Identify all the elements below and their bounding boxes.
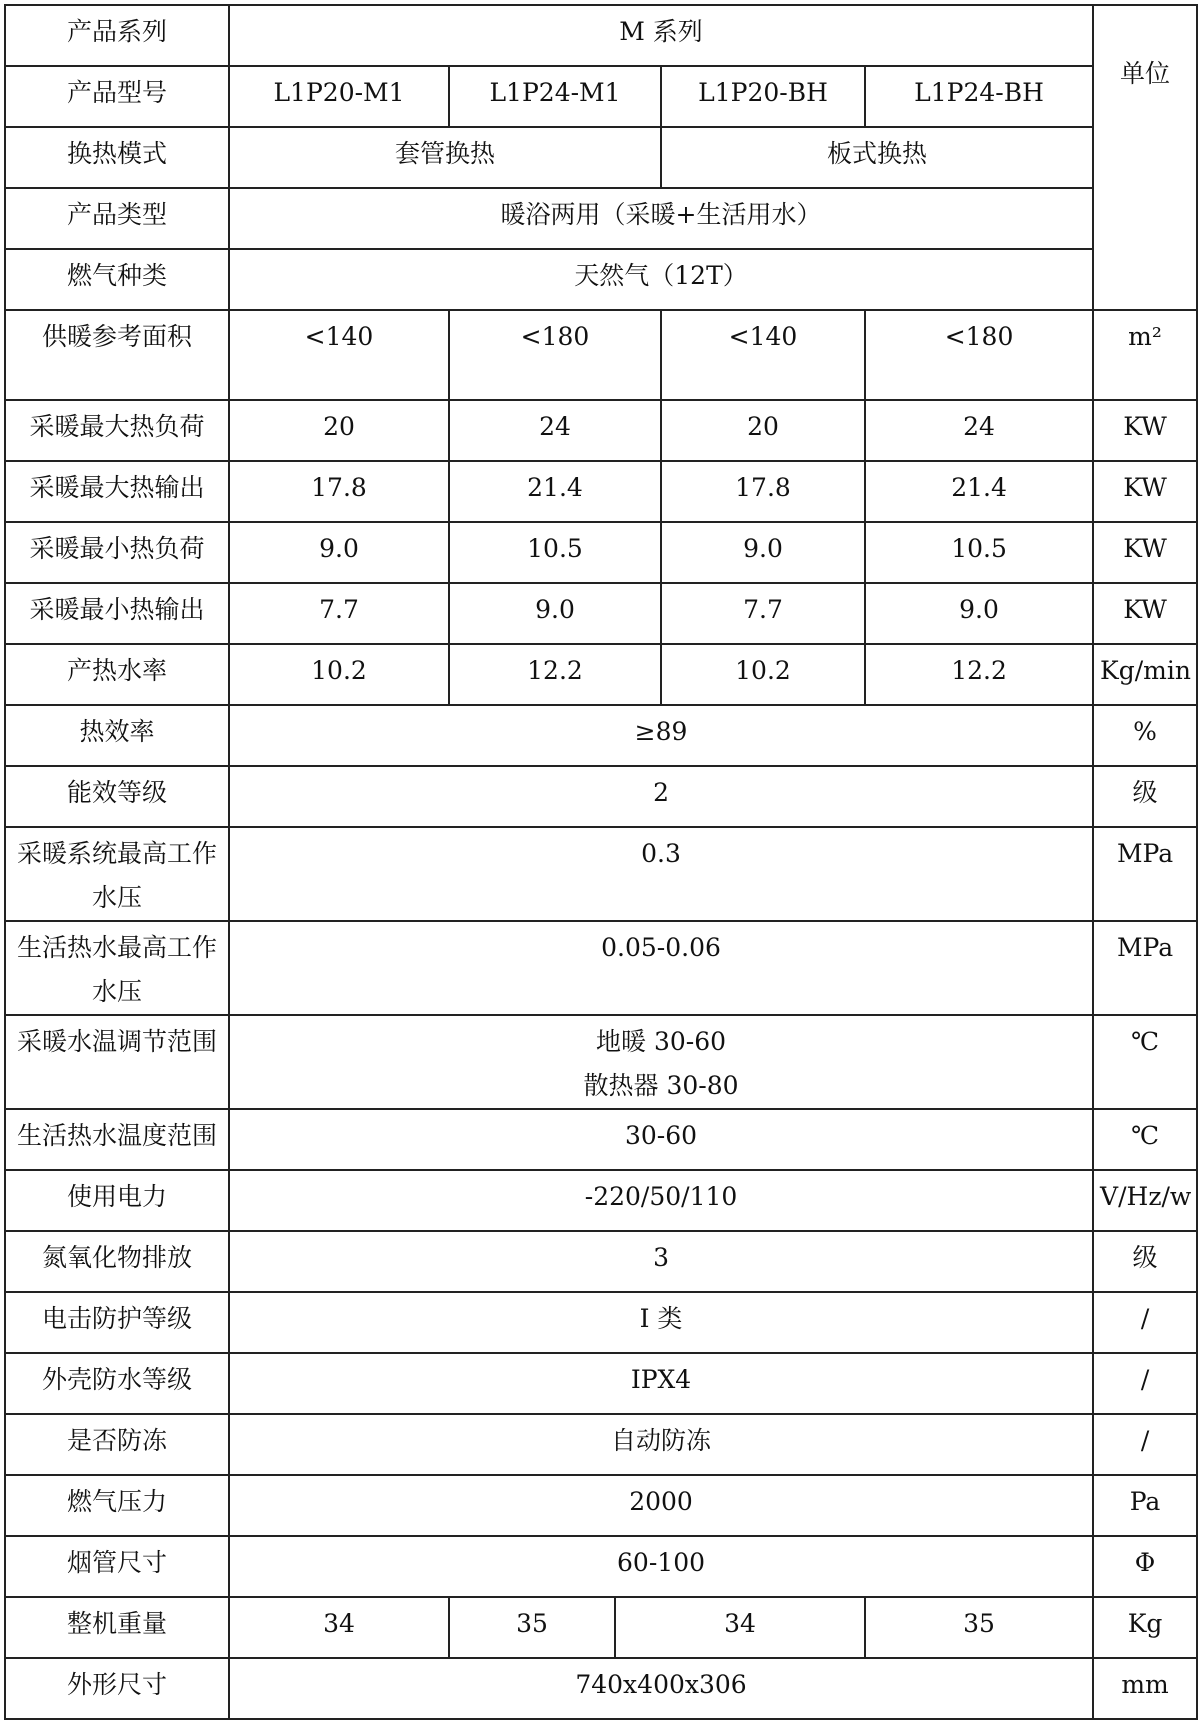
row-models [5,66,1197,127]
table-row [5,522,1197,583]
series-value: M 系列 [229,5,1093,66]
row-label-line: 水压 [91,883,142,912]
exchange-label: 换热模式 [5,127,229,188]
cell-value-line: 散热器 30-80 [583,1071,739,1100]
unit-cell: % [1093,705,1197,766]
table-row [5,1109,1197,1170]
cell-value: <180 [865,310,1093,400]
unit-cell: KW [1093,400,1197,461]
model-3: L1P20-BH [661,66,865,127]
unit-cell: / [1093,1292,1197,1353]
table-row [5,1658,1197,1719]
model-2: L1P24-M1 [449,66,661,127]
row-label: 能效等级 [5,766,229,827]
gas-value: 天然气（12T） [229,249,1093,310]
row-label: 产热水率 [5,644,229,705]
cell-value: 10.2 [229,644,449,705]
cell-value: IPX4 [229,1353,1093,1414]
cell-value: <140 [661,310,865,400]
row-label: 热效率 [5,705,229,766]
unit-cell: / [1093,1414,1197,1475]
row-exchange [5,127,1197,188]
unit-cell: KW [1093,583,1197,644]
table-row [5,1597,1197,1658]
exchange-mode-1: 套管换热 [229,127,661,188]
unit-cell: m² [1093,310,1197,400]
exchange-mode-2: 板式换热 [661,127,1093,188]
unit-cell: Kg/min [1093,644,1197,705]
row-label: 采暖最大热输出 [5,461,229,522]
row-label: 电击防护等级 [5,1292,229,1353]
type-label: 产品类型 [5,188,229,249]
cell-value: 17.8 [661,461,865,522]
cell-value: ≥89 [229,705,1093,766]
cell-value: 21.4 [449,461,661,522]
unit-header: 单位 [1093,5,1197,310]
cell-value: 2000 [229,1475,1093,1536]
table-row [5,1292,1197,1353]
unit-cell: V/Hz/w [1093,1170,1197,1231]
cell-value: 12.2 [449,644,661,705]
row-label: 燃气压力 [5,1475,229,1536]
unit-cell: 级 [1093,766,1197,827]
unit-cell: Kg [1093,1597,1197,1658]
cell-value: 10.2 [661,644,865,705]
table-row [5,1353,1197,1414]
table-row [5,1414,1197,1475]
row-label: 整机重量 [5,1597,229,1658]
cell-value: 3 [229,1231,1093,1292]
row-label: 供暖参考面积 [5,310,229,400]
cell-value: 自动防冻 [229,1414,1093,1475]
unit-cell: / [1093,1353,1197,1414]
table-row [5,1475,1197,1536]
table-row [5,766,1197,827]
cell-value: 9.0 [449,583,661,644]
cell-value: 35 [865,1597,1093,1658]
cell-value: 20 [661,400,865,461]
unit-cell: mm [1093,1658,1197,1719]
model-label: 产品型号 [5,66,229,127]
table-row [5,1231,1197,1292]
table-row [5,583,1197,644]
cell-value: 35 [449,1597,615,1658]
row-label: 采暖最大热负荷 [5,400,229,461]
row-label: 氮氧化物排放 [5,1231,229,1292]
cell-value: I 类 [229,1292,1093,1353]
row-label [5,827,229,921]
cell-value: 7.7 [661,583,865,644]
table-row [5,310,1197,400]
row-label: 采暖最小热负荷 [5,522,229,583]
cell-value: 0.05-0.06 [229,921,1093,1015]
cell-value: 740x400x306 [229,1658,1093,1719]
unit-cell: MPa [1093,921,1197,1015]
table-row [5,1015,1197,1109]
spec-table [4,4,1198,1720]
cell-value [229,1015,1093,1109]
cell-value: 60-100 [229,1536,1093,1597]
row-label: 采暖水温调节范围 [5,1015,229,1109]
unit-cell: Φ [1093,1536,1197,1597]
cell-value: <140 [229,310,449,400]
unit-cell: 级 [1093,1231,1197,1292]
row-label-line: 水压 [91,977,142,1006]
type-value: 暖浴两用（采暖+生活用水） [229,188,1093,249]
cell-value: 10.5 [449,522,661,583]
unit-cell: MPa [1093,827,1197,921]
table-row [5,1536,1197,1597]
unit-cell: KW [1093,522,1197,583]
table-row [5,921,1197,1015]
row-label: 烟管尺寸 [5,1536,229,1597]
cell-value: 34 [229,1597,449,1658]
unit-cell: Pa [1093,1475,1197,1536]
cell-value: 9.0 [865,583,1093,644]
cell-value: 24 [449,400,661,461]
cell-value: 0.3 [229,827,1093,921]
unit-cell: ℃ [1093,1109,1197,1170]
row-label: 生活热水温度范围 [5,1109,229,1170]
table-row [5,644,1197,705]
cell-value: 30-60 [229,1109,1093,1170]
series-label: 产品系列 [5,5,229,66]
table-row [5,705,1197,766]
row-type [5,188,1197,249]
cell-value: 9.0 [229,522,449,583]
unit-cell: ℃ [1093,1015,1197,1109]
cell-value: 20 [229,400,449,461]
row-label: 外形尺寸 [5,1658,229,1719]
unit-cell: KW [1093,461,1197,522]
table-row [5,461,1197,522]
gas-label: 燃气种类 [5,249,229,310]
row-series [5,5,1197,66]
row-label [5,921,229,1015]
row-label: 使用电力 [5,1170,229,1231]
row-label: 外壳防水等级 [5,1353,229,1414]
cell-value: 10.5 [865,522,1093,583]
row-label-line: 采暖系统最高工作 [16,839,217,868]
cell-value: 21.4 [865,461,1093,522]
model-4: L1P24-BH [865,66,1093,127]
cell-value: <180 [449,310,661,400]
cell-value: 2 [229,766,1093,827]
cell-value: 7.7 [229,583,449,644]
row-label: 采暖最小热输出 [5,583,229,644]
table-row [5,1170,1197,1231]
cell-value: 34 [615,1597,865,1658]
row-label-line: 生活热水最高工作 [16,933,217,962]
cell-value: 9.0 [661,522,865,583]
cell-value: 17.8 [229,461,449,522]
cell-value: -220/50/110 [229,1170,1093,1231]
model-1: L1P20-M1 [229,66,449,127]
table-row [5,827,1197,921]
row-gas [5,249,1197,310]
cell-value-line: 地暖 30-60 [596,1027,727,1056]
cell-value: 24 [865,400,1093,461]
cell-value: 12.2 [865,644,1093,705]
table-row [5,400,1197,461]
row-label: 是否防冻 [5,1414,229,1475]
